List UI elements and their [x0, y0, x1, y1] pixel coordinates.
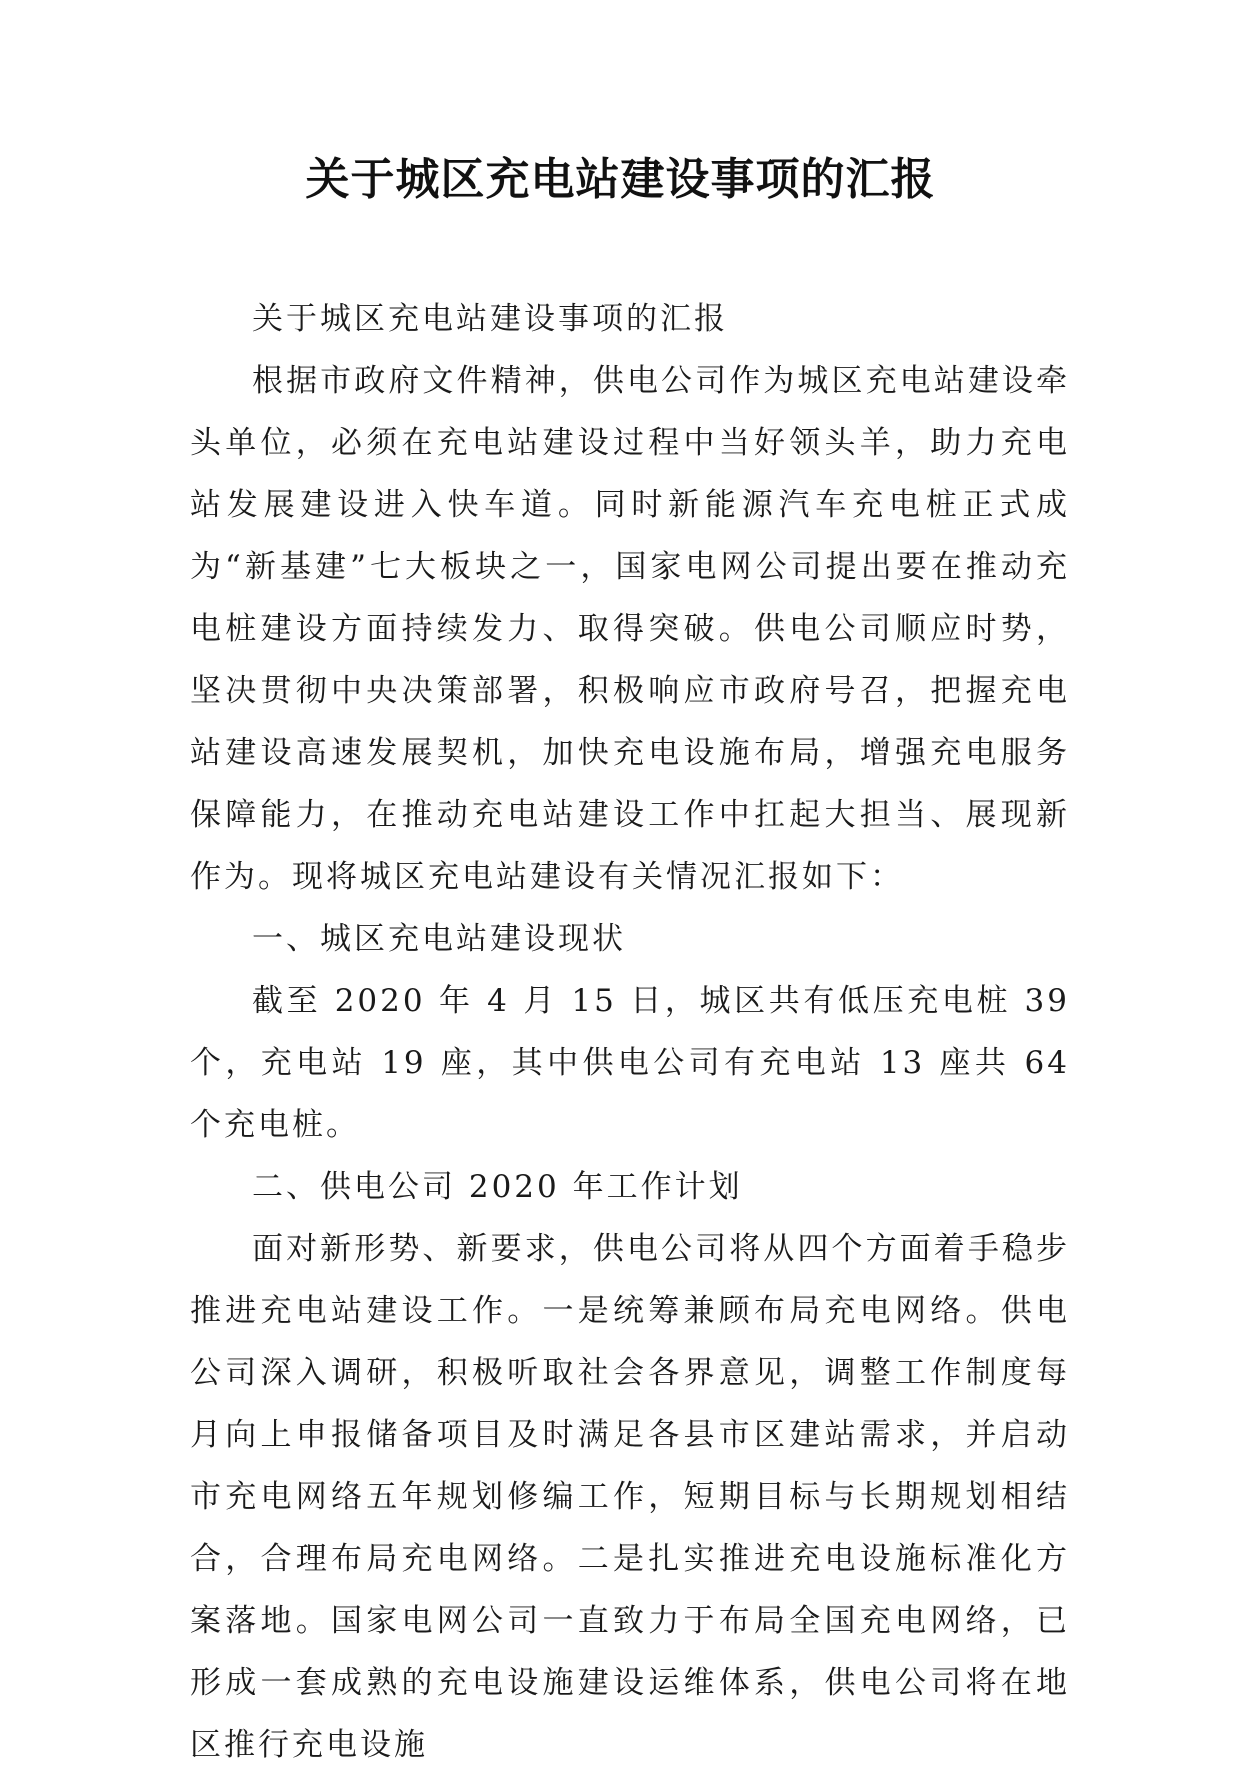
- section-heading-2: 二、供电公司 2020 年工作计划: [252, 1169, 743, 1205]
- paragraph-status: 截至 2020 年 4 月 15 日，城区共有低压充电桩 39 个，充电站 19 座，其中供电公司有充电站 13 座共 64 个充电桩。: [190, 983, 1070, 1143]
- section-heading-1: 一、城区充电站建设现状: [252, 921, 626, 957]
- paragraph-heading: 关于城区充电站建设事项的汇报: [252, 301, 728, 337]
- document-body: [190, 288, 1070, 1776]
- paragraph-intro: 根据市政府文件精神，供电公司作为城区充电站建设牵头单位，必须在充电站建设过程中当好领头羊，助力充电站发展建设进入快车道。同时新能源汽车充电桩正式成为“新基建”七大板块之一，国家电网公司提出要在推动充电桩建设方面持续发力、取得突破。供电公司顺应时势，坚决贯彻中央决策部署，积极响应市政府号召，把握充电站建设高速发展契机，加快充电设施布局，增强充电服务保障能力，在推动充电站建设工作中扛起大担当、展现新作为。现将城区充电站建设有关情况汇报如下：: [190, 363, 1070, 895]
- paragraph-plan: 面对新形势、新要求，供电公司将从四个方面着手稳步推进充电站建设工作。一是统筹兼顾布局充电网络。供电公司深入调研，积极听取社会各界意见，调整工作制度每月向上申报储备项目及时满足各县市区建站需求，并启动市充电网络五年规划修编工作，短期目标与长期规划相结合，合理布局充电网络。二是扎实推进充电设施标准化方案落地。国家电网公司一直致力于布局全国充电网络，已形成一套成熟的充电设施建设运维体系，供电公司将在地区推行充电设施: [190, 1231, 1070, 1763]
- document-title: 关于城区充电站建设事项的汇报: [305, 154, 936, 205]
